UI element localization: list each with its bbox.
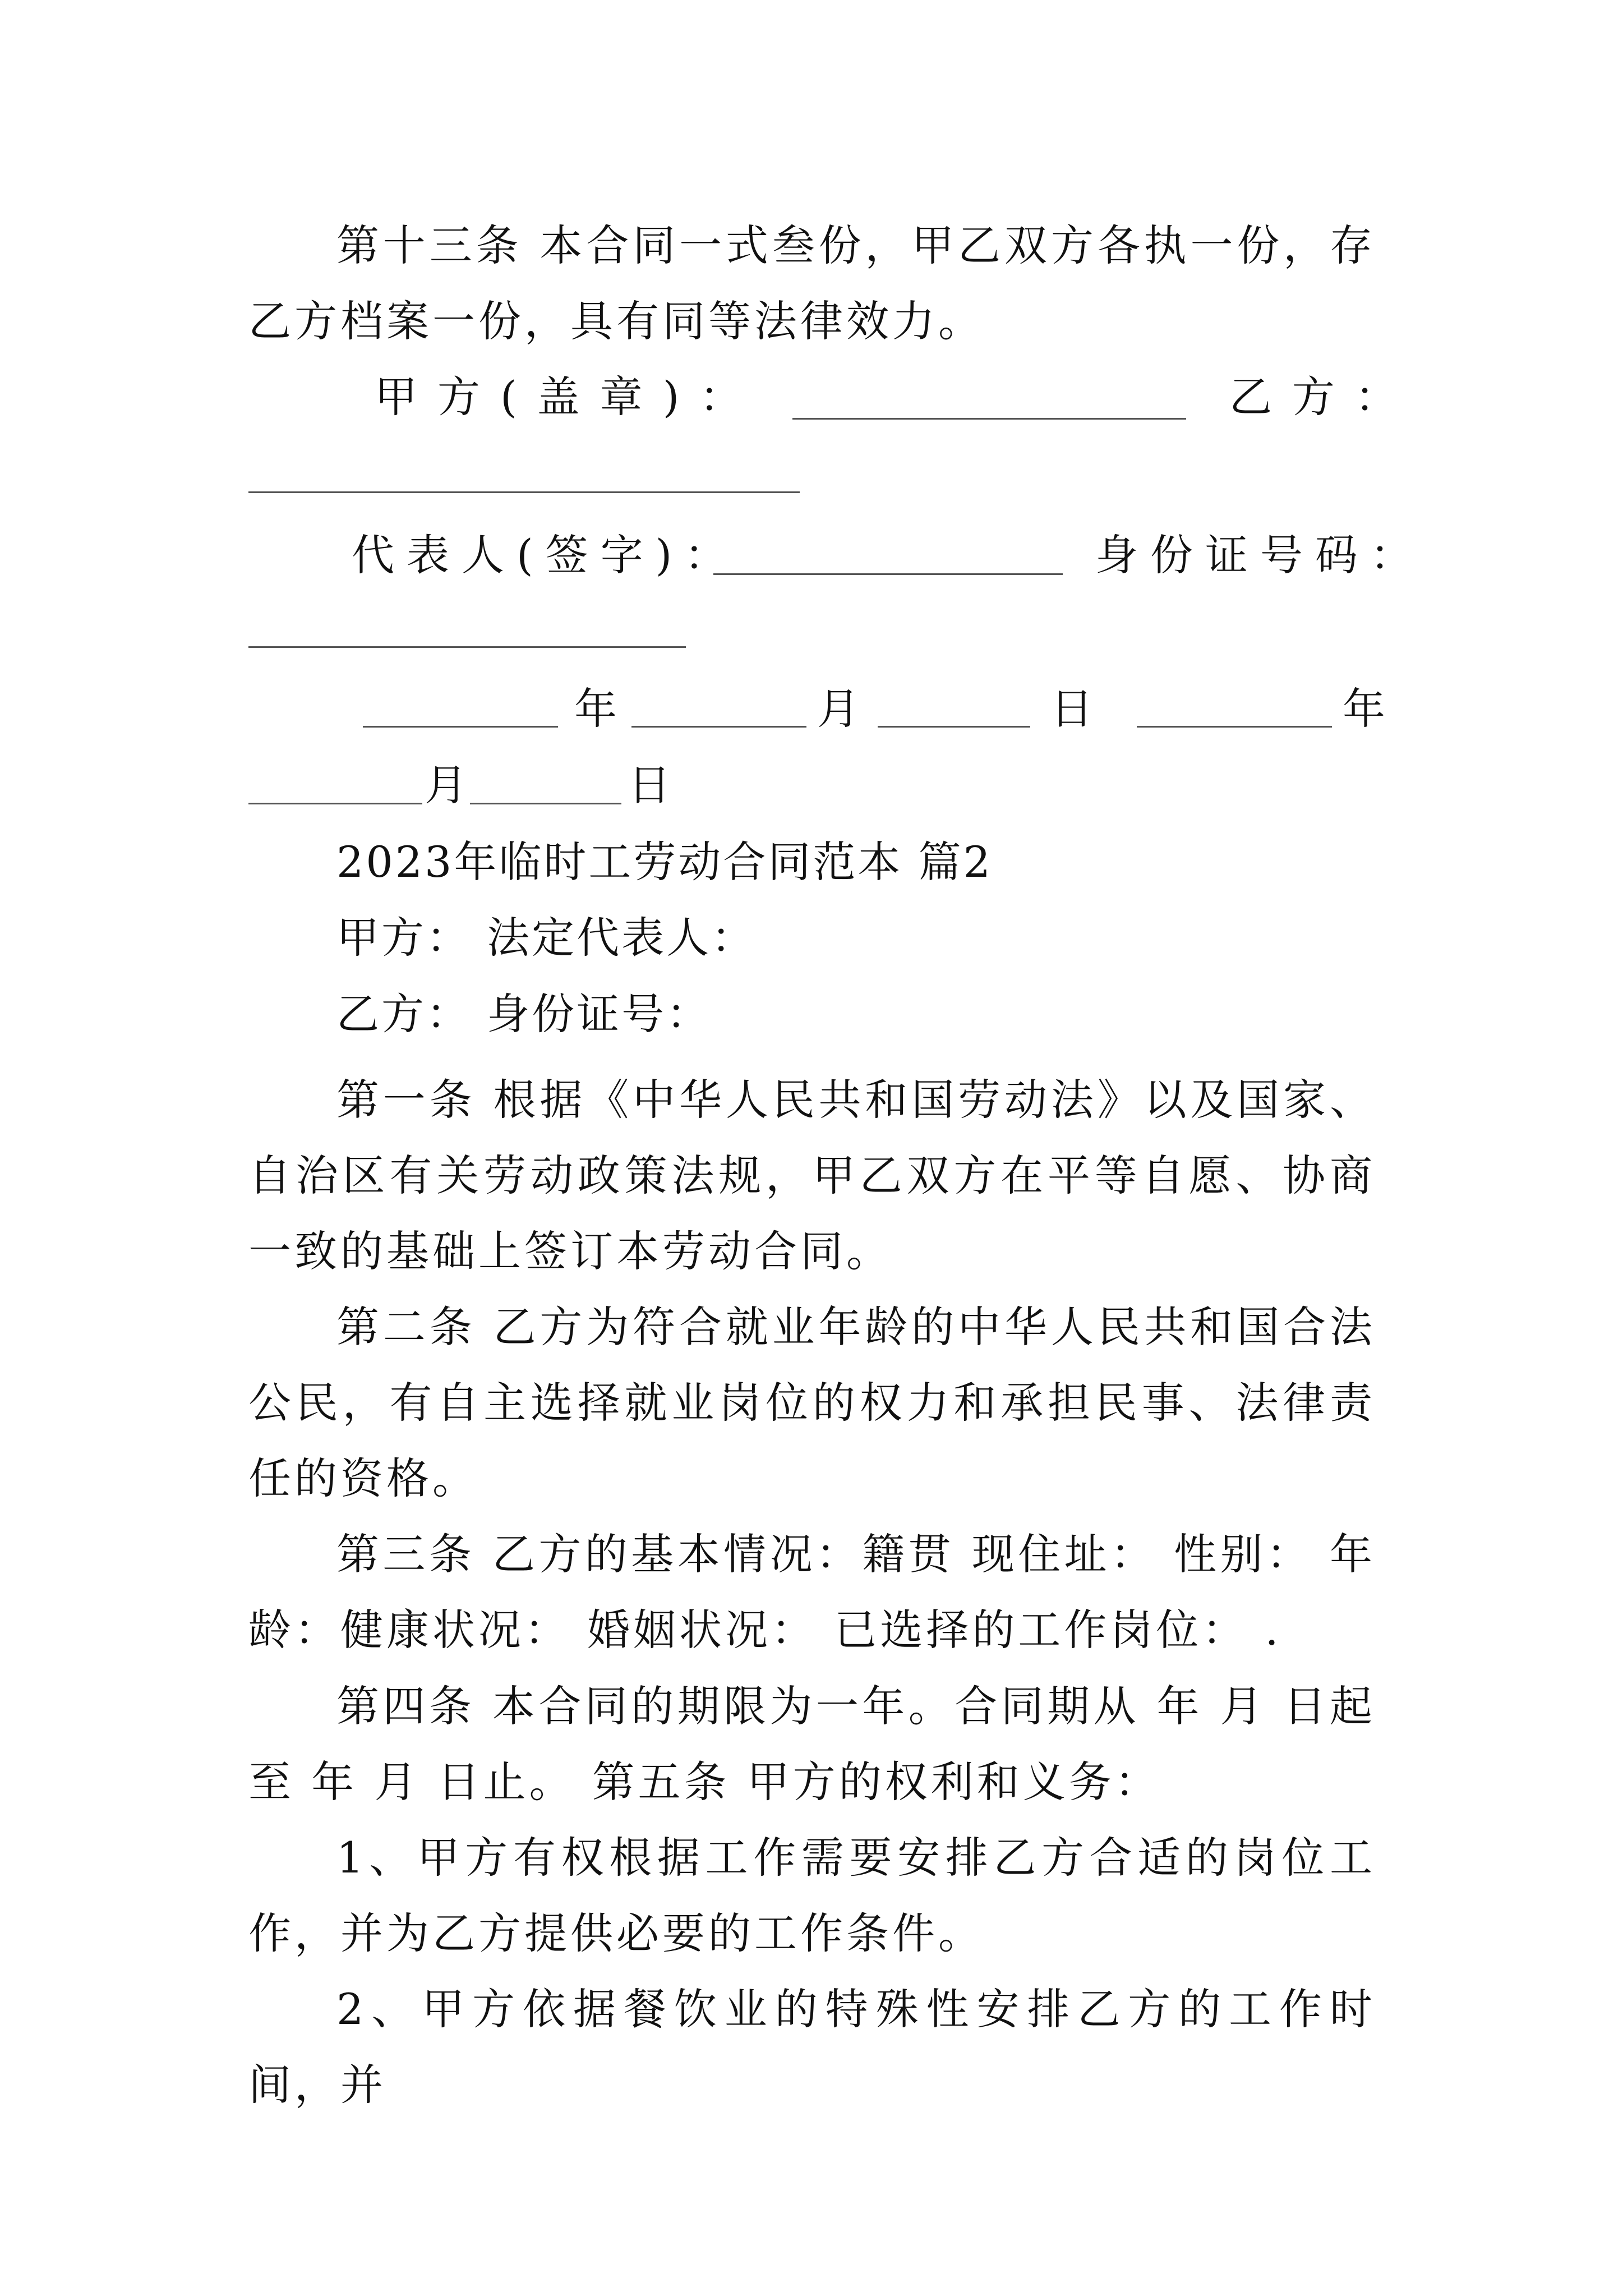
date-b-day-blank bbox=[470, 803, 621, 804]
party-b-line: 乙方： 身份证号： bbox=[336, 989, 712, 1039]
clause-3: 第三条 乙方的基本情况：籍贯 现住址： 性别： 年龄：健康状况： 婚姻状况： 已选择的工作岗位： . bbox=[248, 1529, 1376, 1655]
date-a-day-label: 日 bbox=[1050, 684, 1093, 734]
sig-rep-blank bbox=[713, 573, 1063, 575]
clause-1: 第一条 根据《中华人民共和国劳动法》以及国家、自治区有关劳动政策法规，甲乙双方在平等自愿、协商一致的基础上签订本劳动合同。 bbox=[248, 1075, 1376, 1276]
sig-rep-label: 代表人(签字)： bbox=[352, 530, 740, 580]
sig-party-b-label: 乙方： bbox=[1229, 372, 1418, 422]
sig-party-a-blank bbox=[792, 418, 1186, 420]
date-a-month-label: 月 bbox=[817, 684, 860, 734]
clause-2: 第二条 乙方为符合就业年龄的中华人民共和国合法公民，有自主选择就业岗位的权力和承担民事、法律责任的资格。 bbox=[248, 1302, 1376, 1503]
date-b-day-label: 日 bbox=[628, 760, 671, 810]
date-b-month-blank bbox=[248, 803, 422, 804]
date-b-month-label: 月 bbox=[425, 760, 467, 810]
sig-id-label: 身份证号码： bbox=[1095, 530, 1425, 580]
section-heading: 2023年临时工劳动合同范本 篇2 bbox=[336, 837, 993, 887]
sig-party-a-label: 甲方(盖章)： bbox=[375, 372, 763, 422]
date-b-year-label: 年 bbox=[1343, 684, 1385, 734]
date-a-year-label: 年 bbox=[574, 684, 617, 734]
sig-party-b-blank bbox=[248, 491, 800, 493]
item-2: 2、甲方依据餐饮业的特殊性安排乙方的工作时间，并 bbox=[248, 1984, 1376, 2110]
date-a-day-blank bbox=[878, 726, 1030, 728]
party-a-line: 甲方： 法定代表人： bbox=[336, 913, 757, 963]
clause-4: 第四条 本合同的期限为一年。合同期从 年 月 日起至 年 月 日止。 第五条 甲方的权利和义务： bbox=[248, 1681, 1376, 1807]
clause-13: 第十三条 本合同一式叁份，甲乙双方各执一份，存乙方档案一份，具有同等法律效力。 bbox=[248, 220, 1376, 346]
date-b-year-blank bbox=[1137, 726, 1332, 728]
date-a-year-blank bbox=[363, 726, 558, 728]
date-a-month-blank bbox=[631, 726, 806, 728]
sig-id-blank bbox=[248, 646, 686, 648]
item-1: 1、甲方有权根据工作需要安排乙方合适的岗位工作，并为乙方提供必要的工作条件。 bbox=[248, 1833, 1376, 1958]
